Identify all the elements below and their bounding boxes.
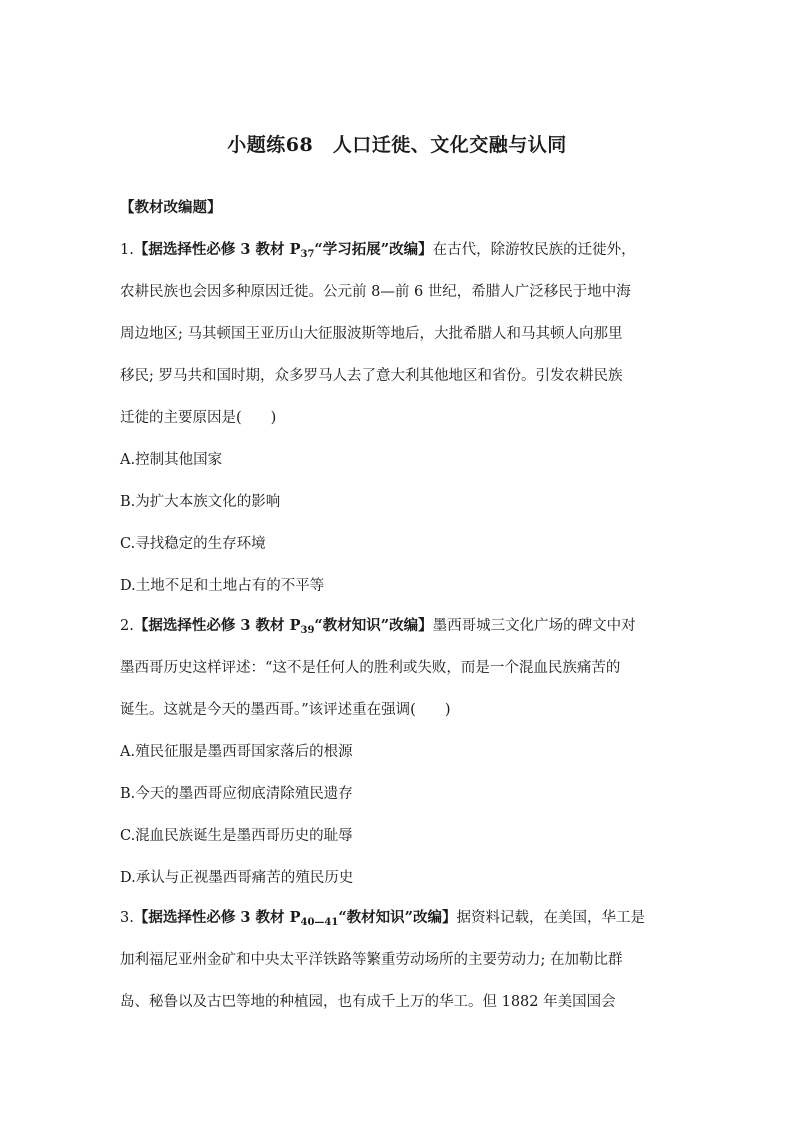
question-2-option-c: C.混血民族诞生是墨西哥历史的耻辱 — [120, 828, 353, 844]
question-source: 【据选择性必修 3 教材 $P_{39}“$教材知识”改编】 — [133, 617, 433, 636]
question-1-option-d: D.土地不足和土地占有的不平等 — [120, 578, 325, 594]
question-3-line-1 — [120, 906, 680, 928]
question-number: 3. — [120, 910, 134, 926]
question-text: 墨西哥城三文化广场的碑文中对 — [432, 618, 636, 634]
question-source: 【据选择性必修 3 教材 $P_{37}“$学习拓展”改编】 — [133, 241, 433, 260]
question-3-line-3: 岛、秘鲁以及古巴等地的种植园，也有成千上万的华工。但 1882 年美国国会 — [120, 994, 616, 1010]
question-2-option-a: A.殖民征服是墨西哥国家落后的根源 — [120, 744, 353, 760]
question-2-line-2: 墨西哥历史这样评述：“这不是任何人的胜利或失败，而是一个混血民族痛苦的 — [120, 660, 621, 676]
question-1-line-5: 迁徙的主要原因是( ) — [120, 410, 277, 426]
section-heading: 【教材改编题】 — [120, 199, 222, 216]
question-number: 2. — [120, 618, 134, 634]
question-1-line-1 — [120, 238, 680, 260]
question-1-line-2: 农耕民族也会因多种原因迁徙。公元前 8—前 6 世纪，希腊人广泛移民于地中海 — [120, 284, 631, 300]
question-source: 【据选择性必修 3 教材 $P_{40—41}“$教材知识”改编】 — [133, 909, 457, 928]
question-1-line-4: 移民; 罗马共和国时期，众多罗马人去了意大利其他地区和省份。引发农耕民族 — [120, 368, 623, 384]
question-2-option-d: D.承认与正视墨西哥痛苦的殖民历史 — [120, 870, 354, 886]
question-1-option-a: A.控制其他国家 — [120, 452, 223, 468]
question-number: 1. — [120, 242, 134, 258]
question-2-option-b: B.今天的墨西哥应彻底清除殖民遗存 — [120, 786, 353, 802]
question-2-line-1 — [120, 614, 680, 636]
question-1-line-3: 周边地区; 马其顿国王亚历山大征服波斯等地后，大批希腊人和马其顿人向那里 — [120, 326, 623, 342]
question-text: 在古代，除游牧民族的迁徙外， — [432, 242, 636, 258]
question-3-line-2: 加利福尼亚州金矿和中央太平洋铁路等繁重劳动场所的主要劳动力; 在加勒比群 — [120, 952, 623, 968]
question-1-option-c: C.寻找稳定的生存环境 — [120, 536, 266, 552]
question-1-option-b: B.为扩大本族文化的影响 — [120, 494, 281, 510]
question-text: 据资料记载，在美国，华工是 — [456, 910, 646, 926]
page-title: 小题练68 人口迁徙、文化交融与认同 — [227, 134, 567, 156]
question-2-line-3: 诞生。这就是今天的墨西哥。”该评述重在强调( ) — [120, 702, 451, 718]
